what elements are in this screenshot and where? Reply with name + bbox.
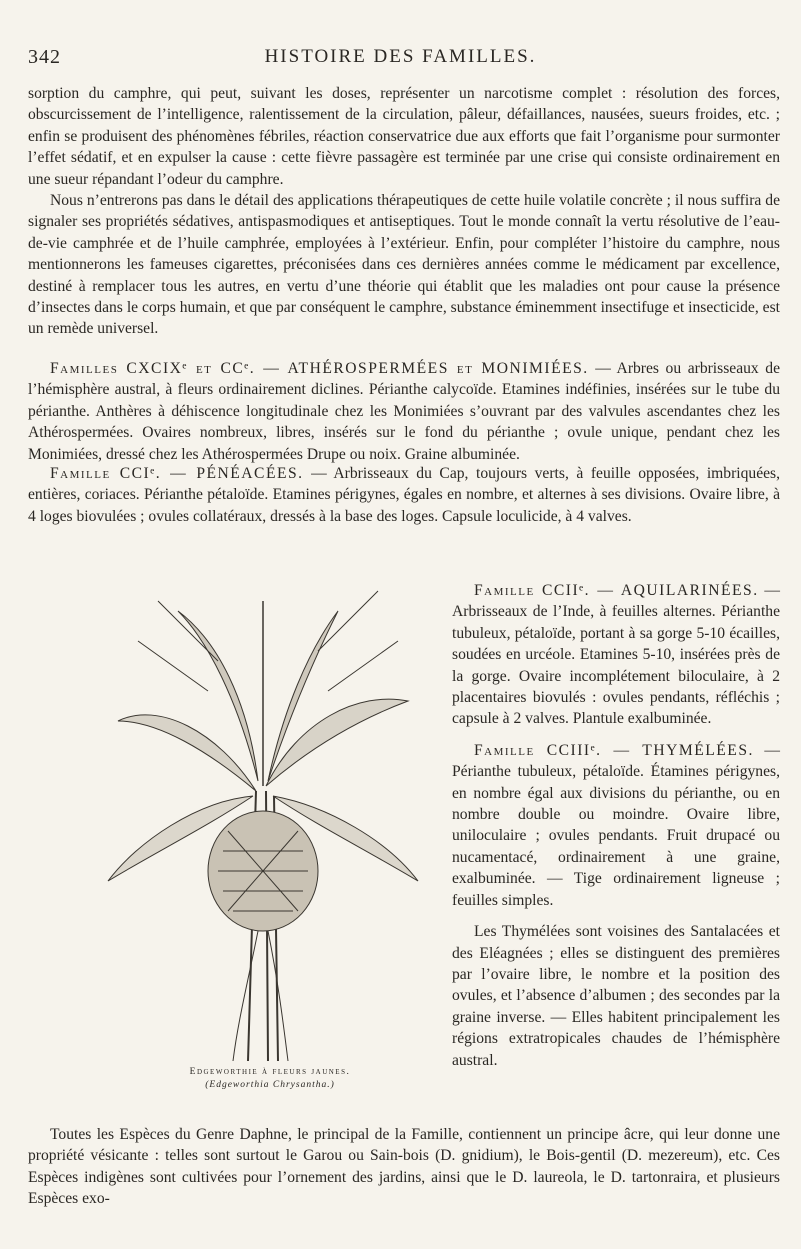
page-number: 342 [28,46,61,68]
family-peneacees-heading: Famille CCIᵉ. — PÉNÉACÉES. [50,465,304,482]
family-thymelees-heading: Famille CCIIIᵉ. — THYMÉLÉES. [474,741,754,759]
family-athero-text: — Arbres ou arbrisseaux de l’hémisphère austral, à fleurs ordinairement diclines. Périanthe calycoïde. Etamines indéfinies, insérées sur le tube du périanthe. Anthères à déhiscence longitudinale chez les Monimiées s’ouvrant par des valvules ascendantes chez les Athérospermées. Ovaires nombreux, libres, insérés sur le fond du périanthe ; ovule unique, pendant chez les Monimiées, dressé chez les Athérospermées Drupe ou noix. Graine albuminée. [28,360,780,463]
page-header [0,46,801,74]
edgeworthia-illustration [98,581,428,1066]
family-athero-paragraph [28,358,780,465]
family-athero-heading: Familles CXCIXᵉ et CCᵉ. — ATHÉROSPERMÉES et MONIMIÉES. [50,360,589,377]
text-block-bottom [28,1124,780,1210]
right-column [452,580,780,1071]
thymelees-relatives-paragraph: Les Thymélées sont voisines des Santalacées et des Eléagnées ; elles se distinguent des premières par l’ovaire libre, le nombre et la position des ovules, et l’absence d’albumen ; des secondes par la graine inverse. — Elles habitent principalement les régions extratropicales chaudes de l’hémisphère austral. [452,923,780,1069]
family-thymelees-paragraph [452,740,780,911]
family-aquilarinees-heading: Famille CCIIᵉ. — AQUILARINÉES. [474,582,759,599]
figure-caption-common: Edgeworthie à fleurs jaunes. [189,1067,351,1077]
family-peneacees-paragraph [28,463,780,527]
text-block-top [28,83,780,340]
family-peneacees-text: — Arbrisseaux du Cap, toujours verts, à feuille opposées, imbriquées, entières, coriaces. Périanthe pétaloïde. Etamines périgynes, égales en nombre, et alternes à ses divisions. Ovaire libre, à 4 loges biovulées ; ovules collatéraux, dressés à la base des loges. Capsule loculicide, à 4 valves. [28,465,781,525]
family-peneacees-block [28,463,780,527]
family-athero-block [28,358,780,465]
family-aquilarinees-paragraph [452,580,780,730]
running-title: HISTOIRE DES FAMILLES. [264,46,537,67]
family-aquilarinees-text: — Arbrisseaux de l’Inde, à feuilles alternes. Périanthe tubuleux, pétaloïde, portant à sa gorge 5-10 écailles, soudées en urcéole. Etamines 5-10, insérées près de la gorge. Ovaire incomplétement biloculaire, à 2 placentaires biovulés : ovules pendants, réfléchis ; capsule à 2 valves. Plantule exalbuminée. [452,582,780,728]
paragraph-daphne: Toutes les Espèces du Genre Daphne, le principal de la Famille, contiennent un principe âcre, qui leur donne une propriété vésicante : telles sont surtout le Garou ou Sain-bois (D. gnidium), le Bois-gentil (D. mezereum), etc. Ces Espèces indigènes sont cultivées pour l’ornement des jardins, ainsi que le D. laureola, le D. tartonraira, et plusieurs Espèces exo- [28,1126,780,1208]
paragraph-therapeutique: Nous n’entrerons pas dans le détail des applications thérapeutiques de cette huile volatile concrète ; il nous suffira de signaler ses propriétés sédatives, antispasmodiques et antiseptiques. Tout le monde connaît la vertu résolutive de l’eau-de-vie camphrée et de l’huile camphrée, employées à l’extérieur. Enfin, pour compléter l’histoire du camphre, nous mentionnerons les fameuses cigarettes, préconisées dans ces dernières années comme le médicament par excellence, destiné à remplacer tous les autres, en vertu d’une théorie qui établit que les maladies ont pour cause la présence d’insectes dans le corps humain, et que par conséquent le camphre, substance éminemment insectifuge et insecticide, est un remède universel. [28,192,780,338]
family-thymelees-text: — Périanthe tubuleux, pétaloïde. Étamines périgynes, en nombre égal aux divisions du périanthe, ou en nombre double ou moindre. Ovaire libre, uniloculaire ; ovules pendants. Fruit drupacé ou nucamentacé, ordinairement à une graine, exalbuminée. — Tige ordinairement ligneuse ; feuilles simples. [452,741,780,909]
figure-caption [80,1066,460,1091]
paragraph-sorption: sorption du camphre, qui peut, suivant les doses, représenter un narcotisme complet : résolution des forces, obscurcissement de l’intelligence, ralentissement de la circulation, pâleur, défaillances, nausées, sueurs froides, etc. ; enfin se produisent des phénomènes fébriles, réaction conservatrice due aux efforts que fait l’organisme pour surmonter l’effet sédatif, et en expulser la cause : cette fièvre passagère est terminée par une crise qui consiste ordinairement en une sueur répandant l’odeur du camphre. [28,85,780,188]
figure-caption-latin: (Edgeworthia Chrysantha.) [205,1079,335,1090]
